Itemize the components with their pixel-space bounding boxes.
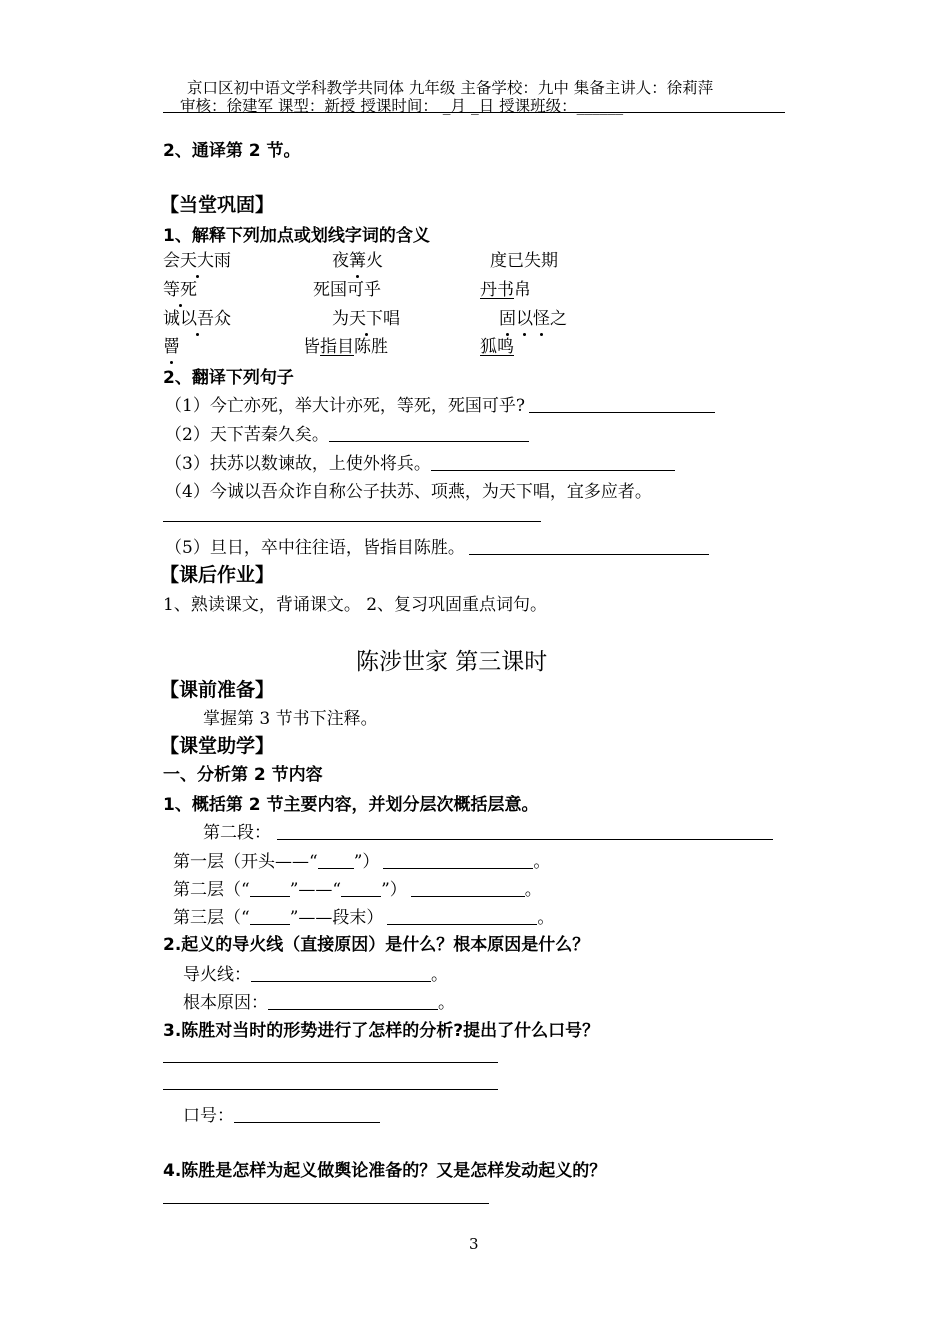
answer-blank[interactable] <box>277 838 773 840</box>
prep-text: 掌握第 3 节书下注释。 <box>203 709 378 729</box>
answer-blank[interactable] <box>163 1062 498 1063</box>
answer-blank[interactable] <box>251 980 431 982</box>
answer-blank[interactable] <box>529 411 715 413</box>
p1-question-2: 2.起义的导火线（直接原因）是什么？根本原因是什么？ <box>163 935 590 955</box>
answer-blank[interactable] <box>411 895 525 897</box>
fuse-row: 导火线： 。 <box>183 965 448 985</box>
translate-section-2: 2、通译第 2 节。 <box>163 141 301 161</box>
answer-blank[interactable] <box>318 867 354 869</box>
vocab-item: 诚以吾众 <box>163 309 231 329</box>
header-line-1: 京口区初中语文学科教学共同体 九年级 主备学校：九中 集备主讲人：徐莉萍 <box>187 79 714 97</box>
heading-prep: 【课前准备】 <box>160 679 275 701</box>
sentence-3: （3）扶苏以数谏故，上使外将兵。 <box>165 449 675 474</box>
answer-blank[interactable] <box>163 1203 489 1204</box>
p1-question-1: 1、概括第 2 节主要内容，并划分层次概括层意。 <box>163 795 539 815</box>
answer-blank[interactable] <box>163 521 541 522</box>
sentence-1: （1）今亡亦死，举大计亦死，等死，死国可乎? <box>165 391 715 416</box>
answer-blank[interactable] <box>250 895 290 897</box>
vocab-item: 丹书帛 <box>480 280 531 300</box>
answer-blank[interactable] <box>250 923 290 925</box>
sentence-4: （4）今诚以吾众诈自称公子扶苏、项燕，为天下唱，宜多应者。 <box>165 482 652 502</box>
answer-blank[interactable] <box>387 923 537 925</box>
lesson-title: 陈涉世家 第三课时 <box>356 649 548 675</box>
heading-homework: 【课后作业】 <box>160 564 275 586</box>
page-number: 3 <box>469 1235 479 1253</box>
sentence-5: （5）旦日，卒中往往语，皆指目陈胜。 <box>165 533 709 558</box>
layer-2-row: 第二层（“ ”——“ ”） 。 <box>173 880 542 900</box>
answer-blank[interactable] <box>234 1121 380 1123</box>
q1-title: 1、解释下列加点或划线字词的含义 <box>163 226 430 246</box>
vocab-item: 固以怪之 <box>499 309 567 329</box>
vocab-item: 度已失期 <box>490 251 558 271</box>
answer-blank[interactable] <box>469 553 709 555</box>
root-row: 根本原因： 。 <box>183 993 455 1013</box>
vocab-item: 等死 <box>163 280 197 300</box>
heading-consolidate: 【当堂巩固】 <box>160 194 275 216</box>
answer-blank[interactable] <box>268 1008 438 1010</box>
p1-question-4: 4.陈胜是怎样为起义做舆论准备的？又是怎样发动起义的？ <box>163 1161 607 1181</box>
layer-1-row: 第一层（开头——“ ”） 。 <box>173 852 551 872</box>
part-1-heading: 一、分析第 2 节内容 <box>163 765 323 785</box>
vocab-item: 死国可乎 <box>313 280 381 300</box>
answer-blank[interactable] <box>329 440 529 442</box>
homework-text: 1、熟读课文，背诵课文。 2、复习巩固重点词句。 <box>163 595 548 615</box>
vocab-item: 罾 <box>163 337 180 357</box>
answer-blank[interactable] <box>163 1089 498 1090</box>
p1-question-3: 3.陈胜对当时的形势进行了怎样的分析?提出了什么口号？ <box>163 1021 600 1041</box>
vocab-item: 狐鸣 <box>480 337 514 357</box>
vocab-item: 会天大雨 <box>163 251 231 271</box>
q2-title: 2、翻译下列句子 <box>163 368 294 388</box>
layer-3-row: 第三层（“ ”——段末） 。 <box>173 908 555 928</box>
answer-blank[interactable] <box>341 895 381 897</box>
vocab-item: 为天下唱 <box>332 309 400 329</box>
header-line-2: 审核：徐建军 课型：新授 授课时间： _月 _日 授课班级：______ <box>180 97 624 115</box>
vocab-item: 夜篝火 <box>332 251 383 271</box>
answer-blank[interactable] <box>383 867 533 869</box>
heading-assist: 【课堂助学】 <box>160 735 275 757</box>
header-rule <box>163 112 785 113</box>
para2-row: 第二段： <box>203 818 773 843</box>
answer-blank[interactable] <box>431 469 675 471</box>
sentence-2: （2）天下苦秦久矣。 <box>165 420 529 445</box>
vocab-item: 皆指目陈胜 <box>303 337 388 357</box>
slogan-row: 口号： <box>183 1101 380 1126</box>
